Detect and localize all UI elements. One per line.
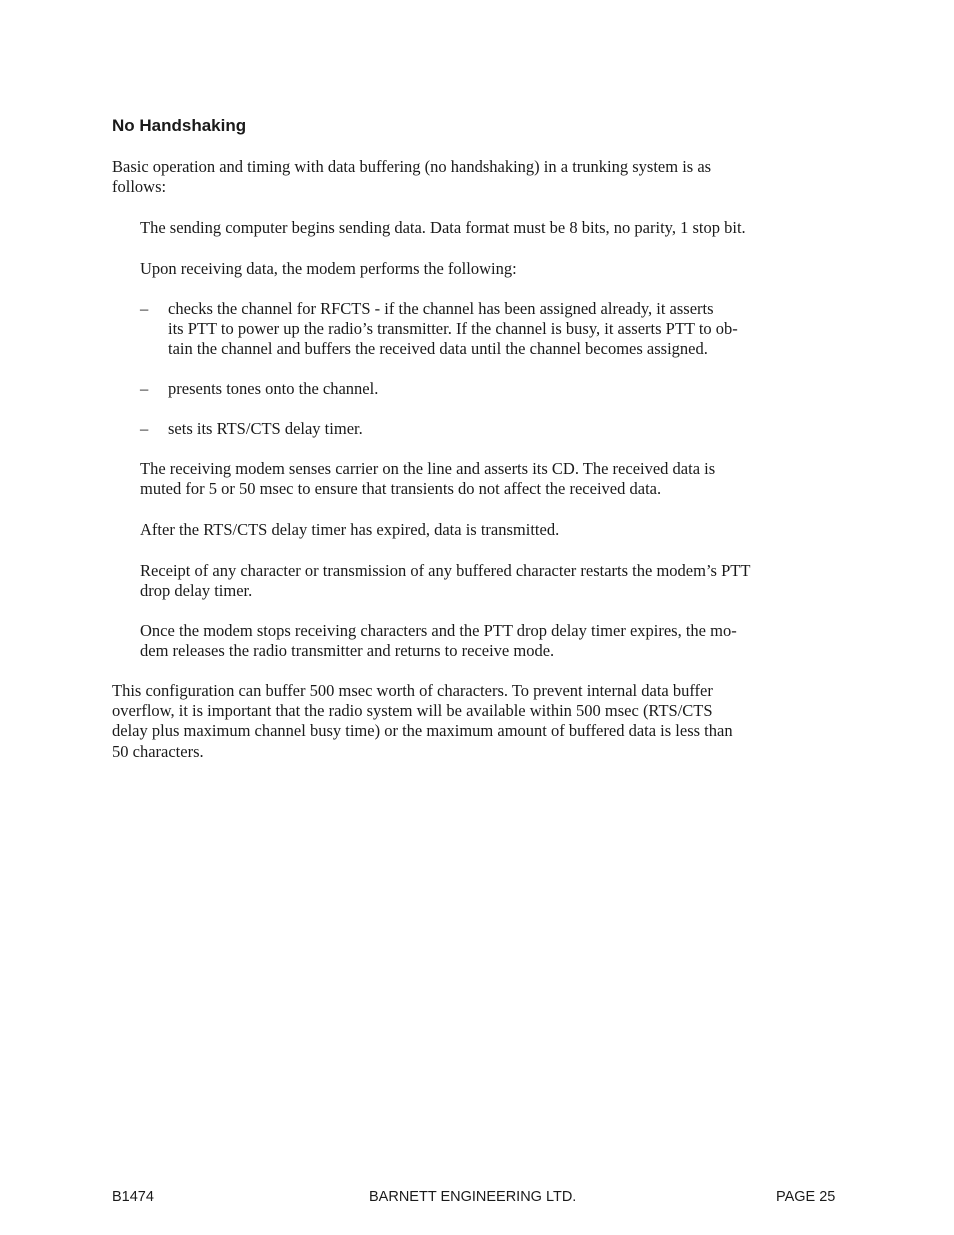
section-heading: No Handshaking xyxy=(112,116,247,135)
once-paragraph xyxy=(140,621,845,661)
text-line: dem releases the radio transmitter and returns to receive mode. xyxy=(140,641,555,661)
text-line: 50 characters. xyxy=(112,741,204,761)
text-line: muted for 5 or 50 msec to ensure that transients do not affect the received data. xyxy=(140,479,662,499)
text-line: presents tones onto the channel. xyxy=(168,379,379,398)
text-line: follows: xyxy=(112,177,167,197)
configuration-paragraph xyxy=(112,681,847,762)
text-line: This configuration can buffer 500 msec worth of characters. To prevent internal data buffer xyxy=(112,681,713,700)
dash-bullet: – xyxy=(140,419,149,438)
text-line: Receipt of any character or transmission of any buffered character restarts the modem’s PTT xyxy=(140,561,751,580)
after-timer-paragraph: After the RTS/CTS delay timer has expired, data is transmitted. xyxy=(140,520,560,539)
text-line: tain the channel and buffers the received data until the channel becomes assigned. xyxy=(168,339,708,359)
intro-paragraph xyxy=(112,157,847,197)
receiving-modem-paragraph xyxy=(140,459,845,499)
footer-doc-id: B1474 xyxy=(112,1189,154,1205)
text-line: Once the modem stops receiving characters and the PTT drop delay timer expires, the mo- xyxy=(140,621,737,640)
receipt-paragraph xyxy=(140,561,845,601)
footer-page-number: PAGE 25 xyxy=(776,1189,836,1205)
footer-company: BARNETT ENGINEERING LTD. xyxy=(369,1189,577,1205)
list-item-text xyxy=(168,299,828,360)
text-line: sets its RTS/CTS delay timer. xyxy=(168,419,363,438)
text-line: The receiving modem senses carrier on the line and asserts its CD. The received data is xyxy=(140,459,716,478)
text-line: checks the channel for RFCTS - if the channel has been assigned already, it asserts xyxy=(168,299,714,318)
list-item-text xyxy=(168,419,828,439)
sending-paragraph: The sending computer begins sending data. Data format must be 8 bits, no parity, 1 stop bit. xyxy=(140,218,746,237)
text-line: Basic operation and timing with data buffering (no handshaking) in a trunking system is as xyxy=(112,157,712,176)
upon-receiving-paragraph: Upon receiving data, the modem performs the following: xyxy=(140,259,517,278)
dash-bullet: – xyxy=(140,299,149,318)
text-line: overflow, it is important that the radio system will be available within 500 msec (RTS/CTS xyxy=(112,701,713,721)
text-line: its PTT to power up the radio’s transmitter. If the channel is busy, it asserts PTT to ob- xyxy=(168,319,738,339)
list-item-text xyxy=(168,379,828,399)
text-line: drop delay timer. xyxy=(140,581,253,601)
dash-bullet: – xyxy=(140,379,149,398)
text-line: delay plus maximum channel busy time) or the maximum amount of buffered data is less than xyxy=(112,721,733,741)
